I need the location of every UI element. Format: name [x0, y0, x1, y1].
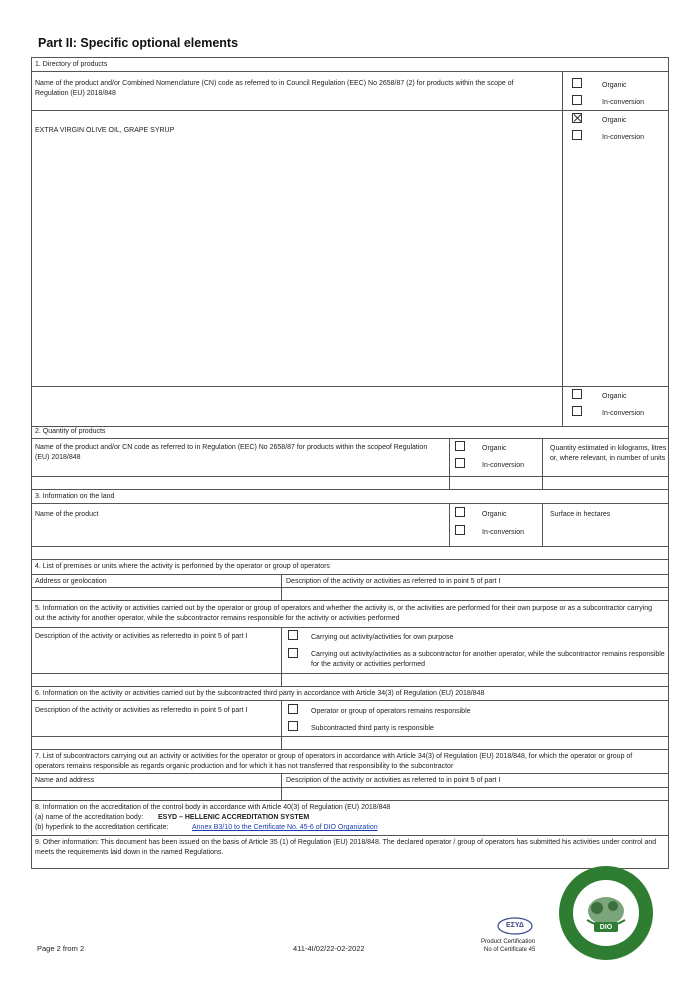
address-header: Address or geolocation	[35, 578, 107, 585]
section-7-header: 7. List of subcontractors carrying out an activity or activities for the operator or group of operators in accordance with Article 34(3) of Regulation (EU) 2018/848, for which the operator or group of operators remains responsible as regards organic production and for which it has not transferred that responsibility to the subcontractor	[35, 753, 633, 770]
section-5-description-label: Description of the activity or activities as referredto in point 5 of part I	[35, 633, 248, 640]
page-number: Page 2 from 2	[37, 944, 85, 953]
product-certification-label: Product Certification	[481, 939, 536, 945]
inconversion-checkbox-s3[interactable]	[455, 525, 465, 535]
document-code: 411-4I/02/22-02-2022	[293, 944, 365, 953]
section-6-description-label: Description of the activity or activities as referredto in point 5 of part I	[35, 707, 248, 714]
surface-header: Surface in hectares	[550, 511, 611, 518]
third-party-responsible-label: Subcontracted third party is responsible	[311, 725, 434, 732]
product-name-value: EXTRA VIRGIN OLIVE OIL, GRAPE SYRUP	[35, 127, 175, 134]
page-title: Part II: Specific optional elements	[38, 36, 239, 50]
section-4-header: 4. List of premises or units where the activity is performed by the operator or group of operators	[35, 563, 330, 570]
section-2-header: 2. Quantity of products	[35, 428, 106, 435]
inconversion-label-s3: In-conversion	[482, 529, 525, 536]
inconversion-label-s2: In-conversion	[482, 462, 525, 469]
organic-label-1: Organic	[602, 82, 627, 89]
inconversion-checkbox-3[interactable]	[572, 406, 582, 416]
section-9-text: 9. Other information: This document has been issued on the basis of Article 35 (1) of Regulation (EU) 2018/848. The declared operator / group of operators has submitted his activities under control and meets the requirements laid down in the named Regulations.	[35, 839, 657, 856]
inconversion-label-2: In-conversion	[602, 134, 645, 141]
subcontractor-checkbox[interactable]	[288, 648, 298, 658]
activity-description-header: Description of the activity or activities as referred to in point 5 of part I	[286, 578, 501, 585]
section-1-header: 1. Directory of products	[35, 61, 108, 68]
accreditation-body-value: ESYD – HELLENIC ACCREDITATION SYSTEM	[158, 814, 310, 821]
section-2-description: Name of the product and/or CN code as referred to in Regulation (EEC) No 2658/87 for products within the scopeof Regulation (EU) 2018/848	[35, 444, 428, 461]
inconversion-checkbox-2[interactable]	[572, 130, 582, 140]
dio-seal-logo	[557, 864, 655, 962]
subcontractor-label: Carrying out activity/activities as a subcontractor for another operator, while the subcontractor remains responsible for the activity or activities performed	[311, 651, 665, 668]
organic-checkbox-checked[interactable]	[572, 113, 582, 123]
section-5-header: 5. Information on the activity or activities carried out by the operator or group of operators and whether the activity is, or the activities are performed for their own purpose or as a subcontractor carrying out the activity for another operator, while the subcontractor remains responsible for the activity or activities performed	[35, 605, 653, 622]
organic-checkbox-3[interactable]	[572, 389, 582, 399]
organic-label-2: Organic	[602, 117, 627, 124]
section-6-header: 6. Information on the activity or activities carried out by the subcontracted third party in accordance with Article 34(3) of Regulation (EU) 2018/848	[35, 690, 485, 697]
accreditation-link-label: (b) hyperlink to the accreditation certificate:	[35, 824, 169, 831]
inconversion-checkbox-s2[interactable]	[455, 458, 465, 468]
own-purpose-label: Carrying out activity/activities for own purpose	[311, 634, 454, 641]
certificate-number-label: No of Certificate 45	[484, 947, 536, 953]
land-product-name-label: Name of the product	[35, 511, 99, 518]
organic-checkbox-s2[interactable]	[455, 441, 465, 451]
esyd-mark: ΕΣΥΔ	[506, 922, 524, 929]
accreditation-body-label: (a) name of the accreditation body:	[35, 814, 144, 821]
operator-responsible-checkbox[interactable]	[288, 704, 298, 714]
organic-label-s3: Organic	[482, 511, 507, 518]
own-purpose-checkbox[interactable]	[288, 630, 298, 640]
operator-responsible-label: Operator or group of operators remains responsible	[311, 708, 471, 715]
section-8-header: 8. Information on the accreditation of the control body in accordance with Article 40(3) of Regulation (EU) 2018/848	[35, 804, 391, 811]
inconversion-label-3: In-conversion	[602, 410, 645, 417]
organic-checkbox-1[interactable]	[572, 78, 582, 88]
inconversion-label-1: In-conversion	[602, 99, 645, 106]
subcontractor-activity-header: Description of the activity or activities as referred to in point 5 of part I	[286, 777, 501, 784]
organic-label-3: Organic	[602, 393, 627, 400]
accreditation-certificate-link[interactable]: Annex B3/10 to the Certificate No. 45-6 of DIO Organization	[192, 824, 378, 831]
section-3-header: 3. Information on the land	[35, 493, 115, 500]
name-address-header: Name and address	[35, 777, 95, 784]
section-1-description: Name of the product and/or Combined Nomenclature (CN) code as referred to in Council Regulation (EEC) No 2658/87 (2) for products within the scope of Regulation (EU) 2018/848	[35, 80, 514, 97]
dio-seal-center-text: DIO	[599, 924, 613, 931]
organic-label-s2: Organic	[482, 445, 507, 452]
inconversion-checkbox-1[interactable]	[572, 95, 582, 105]
third-party-responsible-checkbox[interactable]	[288, 721, 298, 731]
esyd-logo	[495, 916, 535, 936]
organic-checkbox-s3[interactable]	[455, 507, 465, 517]
quantity-header: Quantity estimated in kilograms, litres or, where relevant, in number of units	[550, 445, 667, 462]
